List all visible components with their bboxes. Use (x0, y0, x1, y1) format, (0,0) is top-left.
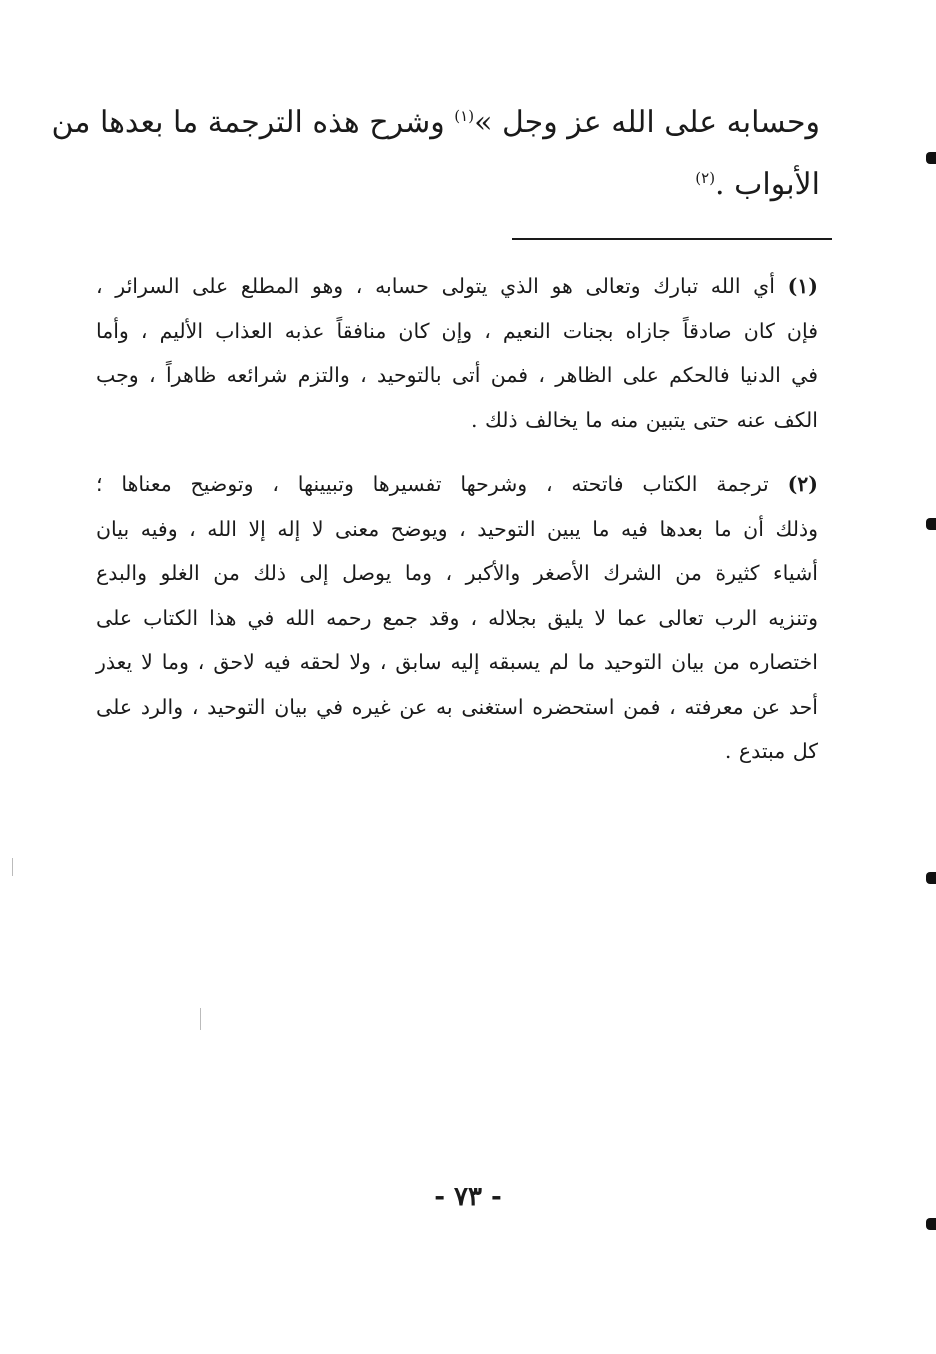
binding-edge-mark (926, 518, 936, 530)
footnote-line (96, 462, 818, 507)
footnote-line (96, 264, 818, 309)
footnote-1 (96, 264, 818, 442)
footnote-number: (١) (787, 274, 818, 298)
footnote-number: (٢) (787, 472, 818, 496)
footnote-line: فإن كان صادقاً جازاه بجنات النعيم ، وإن كان منافقاً عذبه العذاب الأليم ، وأما (96, 318, 818, 343)
footnote-line: الكف عنه حتى يتبين منه ما يخالف ذلك . (470, 407, 818, 432)
main-text-segment: الأبواب . (715, 167, 820, 202)
footnote-line: وذلك أن ما بعدها فيه ما يبين التوحيد ، ويوضح معنى لا إله إلا الله ، وفيه بيان (96, 516, 818, 541)
scan-speck (200, 1008, 201, 1030)
page-number: - ٧٣ - (434, 1182, 502, 1212)
footnote-line: في الدنيا فالحكم على الظاهر ، فمن أتى بالتوحيد ، والتزم شرائعه ظاهراً ، وجب (96, 363, 818, 387)
footnote-line: وتنزيه الرب تعالى عما لا يليق بجلاله ، وقد جمع رحمه الله في هذا الكتاب على (96, 605, 818, 630)
footnote-reference: (٢) (695, 169, 716, 187)
binding-edge-mark (926, 872, 936, 884)
main-text-block (51, 92, 820, 216)
footnote-line: أشياء كثيرة من الشرك الأصغر والأكبر ، وما يوصل إلى ذلك من الغلو والبدع (96, 561, 818, 585)
footnote-line: أحد عن معرفته ، فمن استحضره استغنى به عن غيره في بيان التوحيد ، والرد على (96, 694, 818, 719)
binding-edge-mark (926, 1218, 936, 1230)
footnote-separator (512, 238, 832, 240)
footnote-text: أي الله تبارك وتعالى هو الذي يتولى حسابه ، وهو المطلع على السرائر ، (96, 274, 775, 298)
binding-edge-mark (926, 152, 936, 164)
footnote-line: كل مبتدع . (724, 739, 818, 763)
scan-speck (12, 858, 13, 876)
footnote-line: اختصاره من بيان التوحيد ما لم يسبقه إليه سابق ، ولا لحقه فيه لاحق ، وما لا يعذر (96, 650, 818, 674)
main-text-segment: وشرح هذه الترجمة ما بعدها من (51, 105, 455, 140)
footnote-reference: (١) (454, 107, 475, 125)
main-text-line (51, 92, 820, 154)
footnote-text: ترجمة الكتاب فاتحته ، وشرحها تفسيرها وتبيينها ، وتوضيح معناها ؛ (96, 472, 769, 496)
main-text-segment: وحسابه على الله عز وجل » (474, 105, 820, 140)
main-text-line (100, 154, 820, 216)
footnote-2 (96, 462, 818, 774)
